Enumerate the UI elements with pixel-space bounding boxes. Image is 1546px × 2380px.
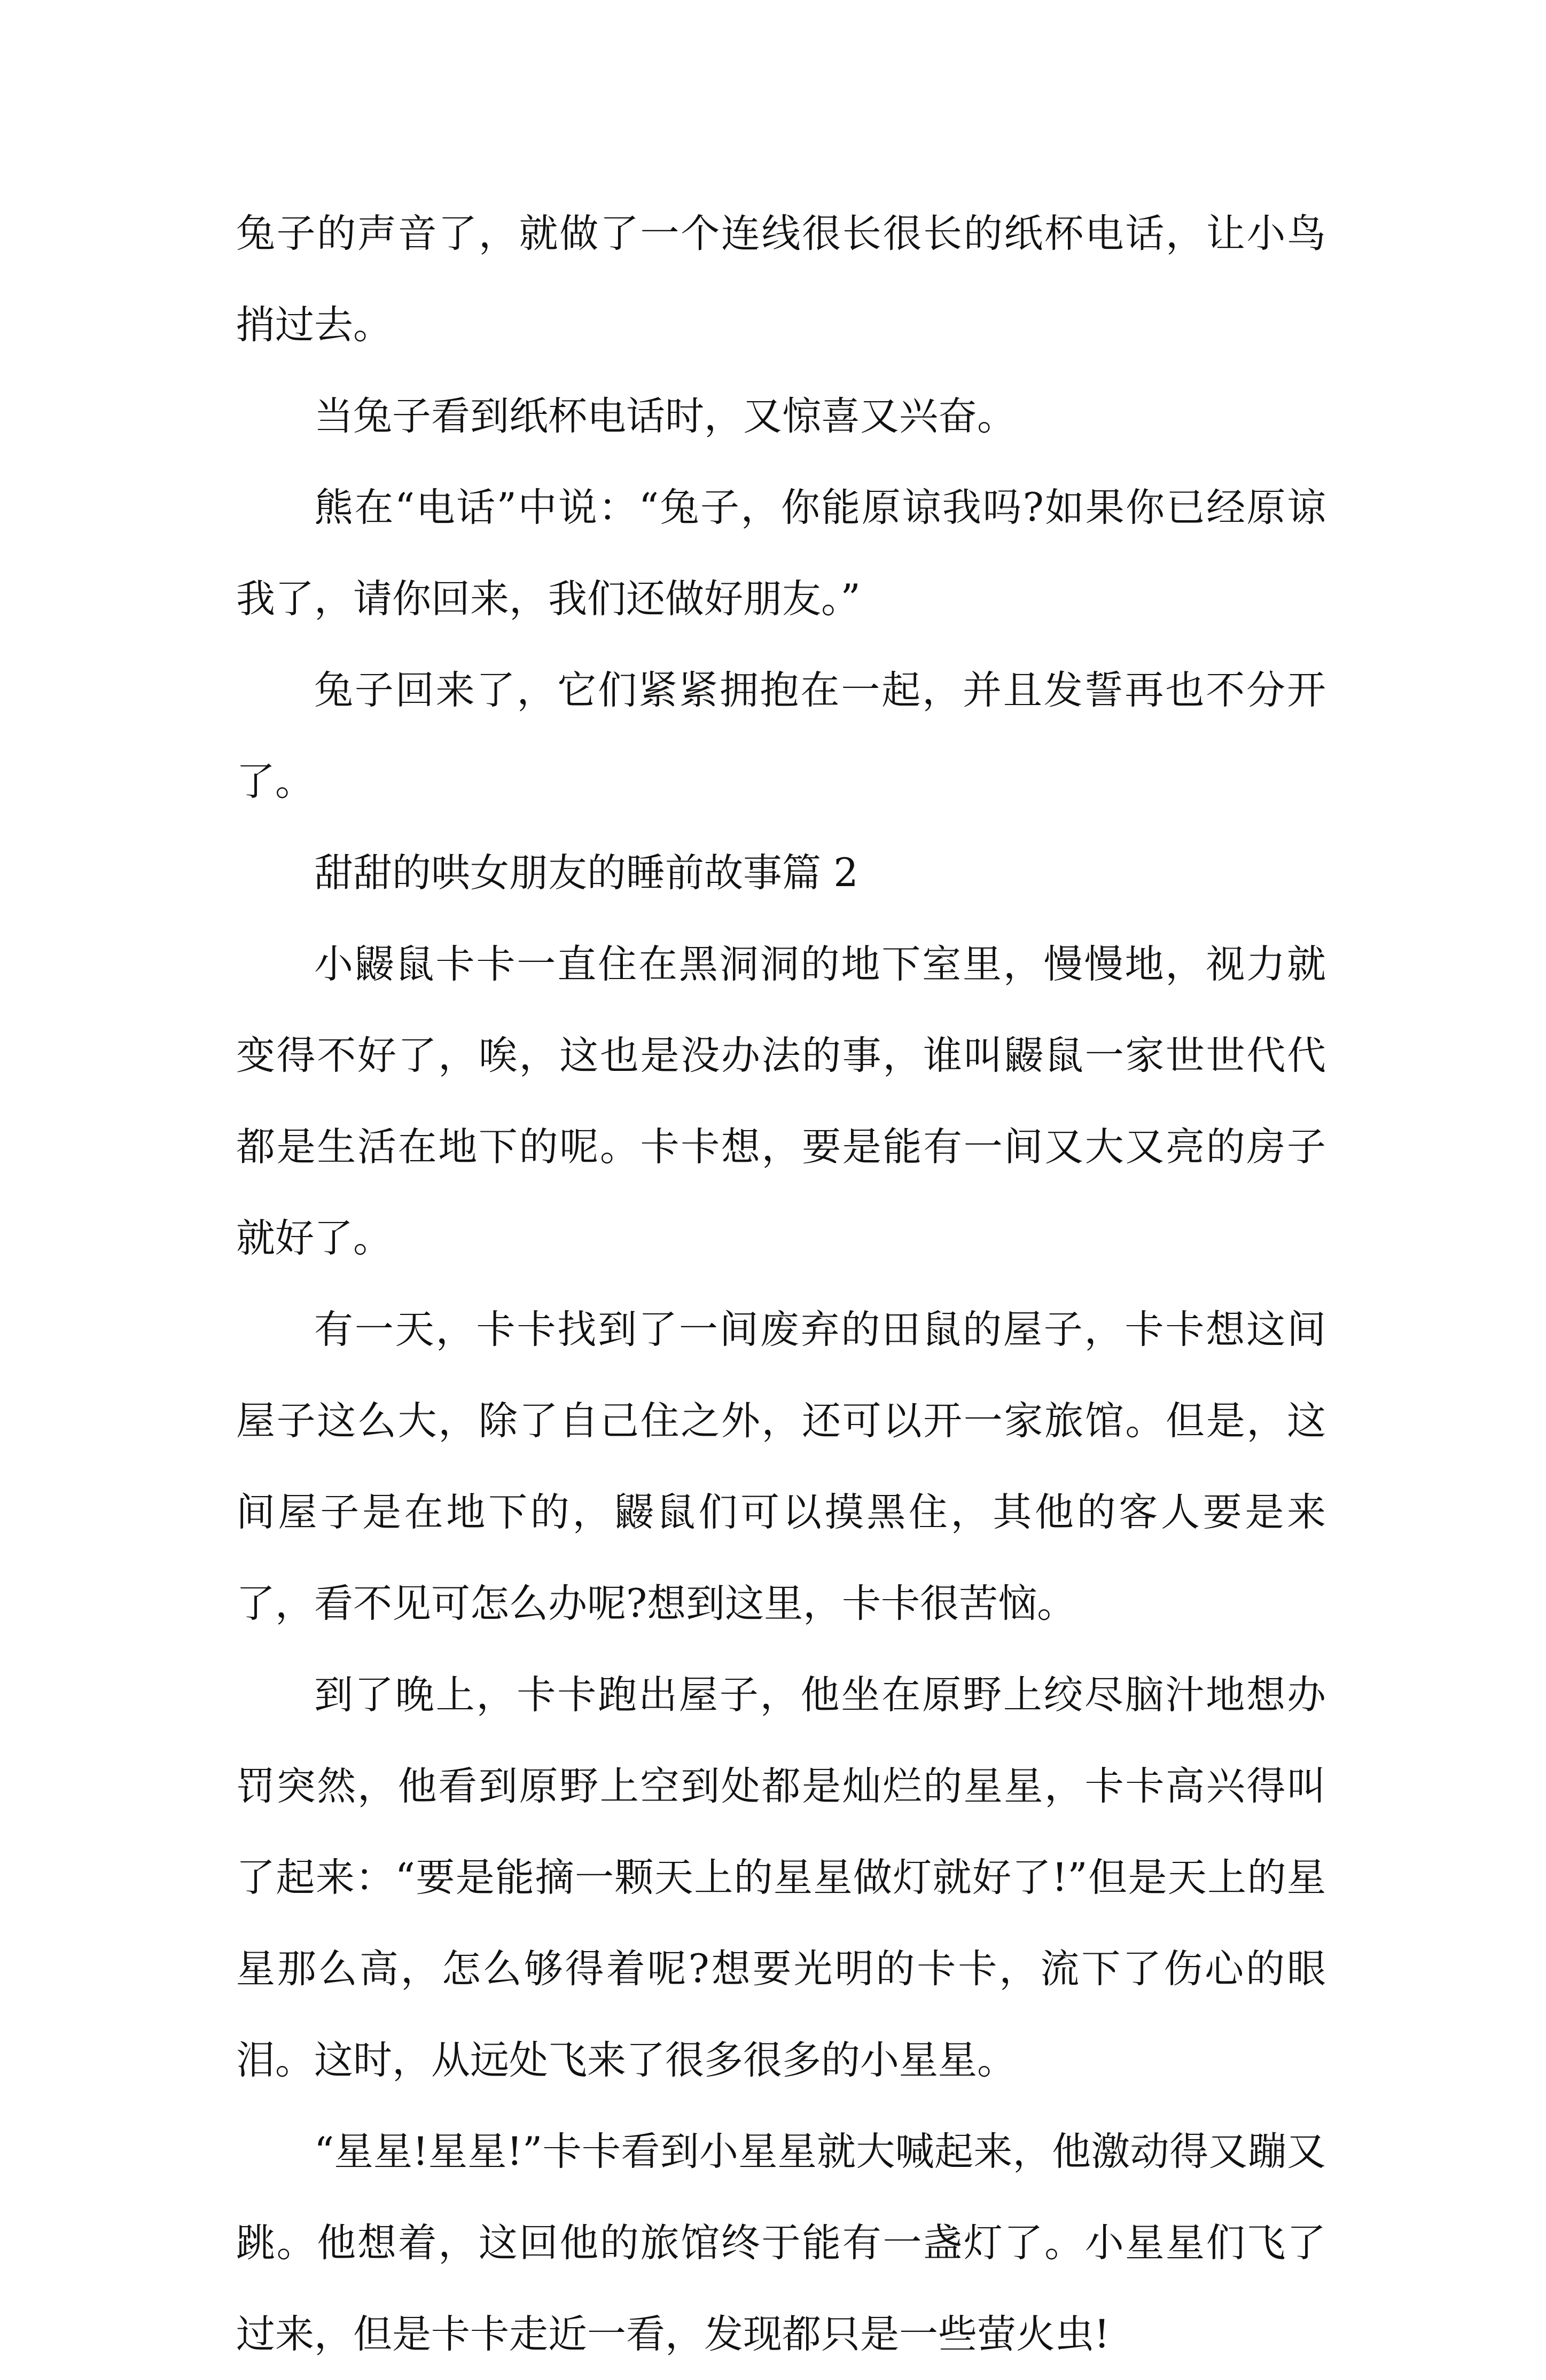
paragraph: “星星!星星!”卡卡看到小星星就大喊起来，他激动得又蹦又跳。他想着，这回他的旅馆终于能有一盏灯了。小星星们飞了过来，但是卡卡走近一看，发现都只是一些萤火虫! [236,2129,1326,2357]
paragraph: 兔子的声音了，就做了一个连线很长很长的纸杯电话，让小鸟捎过去。 [236,211,1326,348]
paragraph: 有一天，卡卡找到了一间废弃的田鼠的屋子，卡卡想这间屋子这么大，除了自己住之外，还可以开一家旅馆。但是，这间屋子是在地下的，鼹鼠们可以摸黑住，其他的客人要是来了，看不见可怎么办呢?想到这里，卡卡很苦恼。 [236,1307,1326,1626]
paragraph: 熊在“电话”中说：“兔子，你能原谅我吗?如果你已经原谅我了，请你回来，我们还做好朋友。” [236,485,1326,622]
paragraph: 到了晚上，卡卡跑出屋子，他坐在原野上绞尽脑汁地想办罚突然，他看到原野上空到处都是灿烂的星星，卡卡高兴得叫了起来：“要是能摘一颗天上的星星做灯就好了!”但是天上的星星那么高，怎么够得着呢?想要光明的卡卡，流下了伤心的眼泪。这时，从远处飞来了很多很多的小星星。 [236,1672,1326,2083]
section-heading: 甜甜的哄女朋友的睡前故事篇 2 [314,850,858,896]
paragraph: 小鼹鼠卡卡一直住在黑洞洞的地下室里，慢慢地，视力就变得不好了，唉，这也是没办法的事，谁叫鼹鼠一家世世代代都是生活在地下的呢。卡卡想，要是能有一间又大又亮的房子就好了。 [236,942,1326,1261]
paragraph: 当兔子看到纸杯电话时，又惊喜又兴奋。 [314,394,1016,439]
document-body [236,188,1326,2380]
paragraph: 兔子回来了，它们紧紧拥抱在一起，并且发誓再也不分开了。 [236,668,1326,804]
